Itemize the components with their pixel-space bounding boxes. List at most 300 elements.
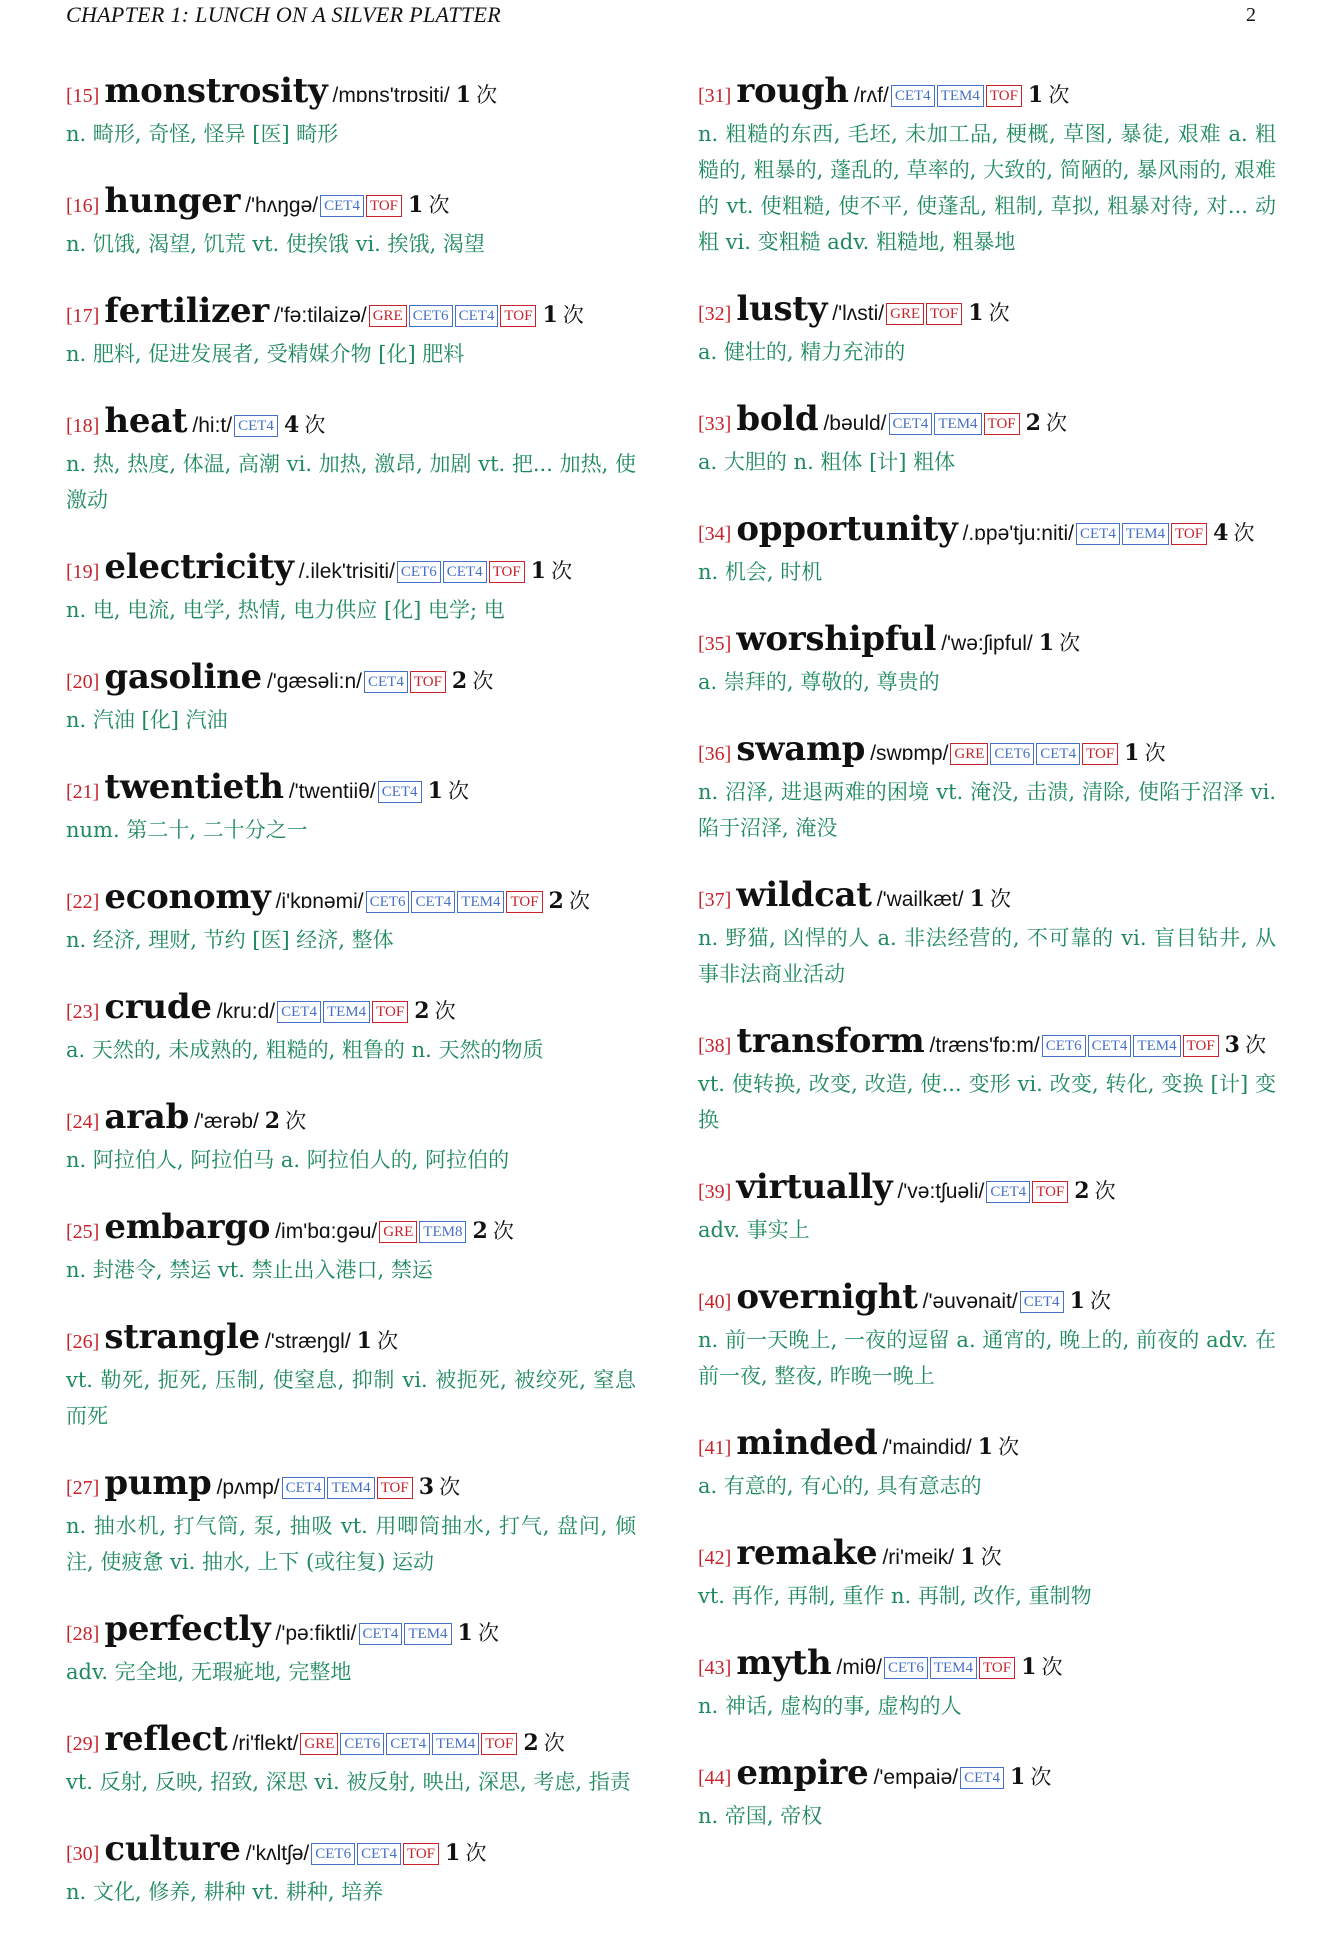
- headword: worshipful: [736, 619, 937, 659]
- definition: vt. 再作, 再制, 重作 n. 再制, 改作, 重制物: [698, 1584, 1092, 1608]
- phonetic: /'fə:tilaizə/: [274, 304, 367, 327]
- entry-number: [40]: [698, 1291, 732, 1313]
- vocab-entry: [66, 658, 636, 738]
- entry-headline: [698, 730, 1276, 774]
- chapter-title: CHAPTER 1: LUNCH ON A SILVER PLATTER: [66, 2, 501, 27]
- entry-number: [16]: [66, 195, 100, 217]
- phonetic: /kru:d/: [216, 1000, 276, 1023]
- definition: n. 肥料, 促进发展者, 受精媒介物 [化] 肥料: [66, 342, 465, 366]
- occurrence-count: 4: [283, 412, 300, 438]
- definition: a. 有意的, 有心的, 具有意志的: [698, 1474, 982, 1498]
- vocab-entry: [698, 1754, 1276, 1834]
- headword: lusty: [736, 289, 828, 329]
- count-unit: 次: [980, 1545, 1002, 1569]
- occurrence-count: 3: [418, 1474, 434, 1500]
- entry-headline: [698, 1424, 1276, 1468]
- headword: heat: [104, 401, 188, 441]
- entry-headline: [66, 878, 636, 922]
- exam-tag: TOF: [372, 1001, 408, 1023]
- exam-tag: CET6: [366, 891, 410, 913]
- occurrence-count: 2: [451, 668, 468, 694]
- entry-headline: [698, 1278, 1276, 1322]
- exam-tag: CET4: [357, 1843, 401, 1865]
- occurrence-count: 1: [1069, 1288, 1085, 1314]
- vocab-entry: [66, 1318, 636, 1434]
- vocab-entry: [66, 402, 636, 518]
- entry-number: [28]: [66, 1623, 100, 1645]
- entry-headline: [66, 1830, 636, 1874]
- headword: overnight: [736, 1277, 918, 1317]
- page-header: [66, 0, 1256, 30]
- entry-headline: [66, 1318, 636, 1362]
- headword: crude: [104, 987, 212, 1027]
- vocab-entry: [66, 1208, 636, 1288]
- count-unit: 次: [428, 193, 450, 217]
- entry-number: [41]: [698, 1437, 732, 1459]
- phonetic: /'gæsəli:n/: [266, 670, 362, 693]
- exam-tag: TOF: [366, 195, 402, 217]
- vocab-entry: [66, 548, 636, 628]
- count-unit: 次: [465, 1841, 487, 1865]
- headword: empire: [736, 1753, 869, 1793]
- entry-number: [31]: [698, 85, 732, 107]
- phonetic: /miθ/: [836, 1656, 882, 1679]
- exam-tag: CET4: [443, 561, 487, 583]
- vocab-entry: [66, 1610, 636, 1690]
- count-unit: 次: [447, 779, 469, 803]
- entry-number: [18]: [66, 415, 100, 437]
- entry-number: [29]: [66, 1733, 100, 1755]
- entry-headline: [66, 402, 636, 446]
- definition: n. 野猫, 凶悍的人 a. 非法经营的, 不可靠的 vi. 盲目钻井, 从事非法商业活动: [698, 926, 1276, 986]
- exam-tag: GRE: [950, 743, 988, 765]
- count-unit: 次: [551, 559, 573, 583]
- phonetic: /.ɒpə'tju:niti/: [962, 522, 1074, 545]
- entry-headline: [66, 1098, 636, 1142]
- entry-number: [43]: [698, 1657, 732, 1679]
- definition: n. 饥饿, 渴望, 饥荒 vt. 使挨饿 vi. 挨饿, 渴望: [66, 232, 485, 256]
- vocab-entry: [66, 878, 636, 958]
- headword: perfectly: [104, 1609, 271, 1649]
- exam-tag: TOF: [979, 1657, 1015, 1679]
- vocab-entry: [698, 730, 1276, 846]
- occurrence-count: 1: [968, 300, 984, 326]
- phonetic: /im'bɑ:gəu/: [275, 1220, 378, 1243]
- definition: n. 畸形, 奇怪, 怪异 [医] 畸形: [66, 122, 339, 146]
- exam-tag: TOF: [506, 891, 542, 913]
- right-column: [698, 72, 1276, 1864]
- count-unit: 次: [1233, 521, 1255, 545]
- entry-number: [15]: [66, 85, 100, 107]
- headword: monstrosity: [104, 71, 328, 111]
- exam-tag: CET4: [455, 305, 499, 327]
- headword: rough: [736, 71, 849, 111]
- phonetic: /'hʌŋgə/: [245, 194, 319, 217]
- entry-number: [35]: [698, 633, 732, 655]
- occurrence-count: 1: [960, 1544, 976, 1570]
- vocab-entry: [698, 1534, 1276, 1614]
- definition: n. 电, 电流, 电学, 热情, 电力供应 [化] 电学; 电: [66, 598, 505, 622]
- occurrence-count: 1: [1009, 1764, 1026, 1790]
- exam-tag: CET4: [889, 413, 933, 435]
- exam-tag: TEM4: [323, 1001, 370, 1023]
- occurrence-count: 2: [414, 998, 430, 1024]
- definition: n. 机会, 时机: [698, 560, 823, 584]
- occurrence-count: 1: [542, 302, 558, 328]
- count-unit: 次: [568, 889, 590, 913]
- vocab-entry: [698, 1424, 1276, 1504]
- phonetic: /'maindid/: [882, 1436, 972, 1459]
- phonetic: /'əuvənait/: [922, 1290, 1018, 1313]
- vocab-entry: [698, 510, 1276, 590]
- entry-headline: [698, 876, 1276, 920]
- occurrence-count: 2: [523, 1730, 539, 1756]
- entry-number: [39]: [698, 1181, 732, 1203]
- exam-tag: GRE: [369, 305, 407, 327]
- count-unit: 次: [472, 669, 494, 693]
- exam-tag: TEM4: [937, 85, 984, 107]
- definition: n. 热, 热度, 体温, 高潮 vi. 加热, 激昂, 加剧 vt. 把... 加热, 使激动: [66, 452, 636, 512]
- headword: twentieth: [104, 767, 284, 807]
- exam-tag: TOF: [403, 1843, 439, 1865]
- phonetic: /i'kɒnəmi/: [275, 890, 364, 913]
- exam-tag: TOF: [500, 305, 536, 327]
- exam-tag: TEM4: [327, 1477, 374, 1499]
- occurrence-count: 2: [472, 1218, 488, 1244]
- exam-tag: TOF: [1082, 743, 1118, 765]
- exam-tag: CET6: [1042, 1035, 1086, 1057]
- count-unit: 次: [434, 999, 456, 1023]
- exam-tag: TOF: [481, 1733, 517, 1755]
- definition: n. 封港令, 禁运 vt. 禁止出入港口, 禁运: [66, 1258, 433, 1282]
- count-unit: 次: [377, 1329, 399, 1353]
- exam-tag: TOF: [489, 561, 525, 583]
- count-unit: 次: [285, 1109, 307, 1133]
- exam-tag: CET4: [364, 671, 408, 693]
- exam-tag: CET4: [378, 781, 422, 803]
- occurrence-count: 1: [1038, 630, 1055, 656]
- exam-tag: TOF: [984, 413, 1020, 435]
- vocab-entry: [698, 1644, 1276, 1724]
- entry-headline: [66, 1208, 636, 1252]
- count-unit: 次: [1030, 1765, 1052, 1789]
- entry-headline: [66, 658, 636, 702]
- entry-headline: [66, 1610, 636, 1654]
- entry-number: [32]: [698, 303, 732, 325]
- headword: swamp: [736, 729, 866, 769]
- phonetic: /swɒmp/: [870, 742, 949, 765]
- exam-tag: TEM4: [432, 1733, 479, 1755]
- headword: electricity: [104, 547, 294, 587]
- entry-headline: [66, 72, 636, 116]
- entry-headline: [698, 290, 1276, 334]
- vocab-entry: [698, 620, 1276, 700]
- exam-tag: CET4: [1036, 743, 1080, 765]
- definition: a. 健壮的, 精力充沛的: [698, 340, 906, 364]
- exam-tag: TOF: [377, 1477, 413, 1499]
- headword: remake: [736, 1533, 878, 1573]
- count-unit: 次: [1089, 1289, 1111, 1313]
- occurrence-count: 4: [1213, 520, 1229, 546]
- vocab-entry: [66, 768, 636, 848]
- entry-number: [19]: [66, 561, 100, 583]
- left-column: [66, 72, 636, 1940]
- count-unit: 次: [988, 301, 1010, 325]
- definition: n. 沼泽, 进退两难的困境 vt. 淹没, 击溃, 清除, 使陷于沼泽 vi. 陷于沼泽, 淹没: [698, 780, 1276, 840]
- headword: wildcat: [736, 875, 872, 915]
- occurrence-count: 1: [1021, 1654, 1037, 1680]
- entry-headline: [66, 182, 636, 226]
- entry-number: [37]: [698, 889, 732, 911]
- headword: culture: [104, 1829, 241, 1869]
- occurrence-count: 2: [1025, 410, 1041, 436]
- vocab-entry: [66, 72, 636, 152]
- exam-tag: CET4: [891, 85, 935, 107]
- count-unit: 次: [543, 1731, 565, 1755]
- exam-tag: CET4: [282, 1477, 326, 1499]
- headword: reflect: [104, 1719, 228, 1759]
- count-unit: 次: [477, 1621, 499, 1645]
- count-unit: 次: [1041, 1655, 1063, 1679]
- definition: n. 汽油 [化] 汽油: [66, 708, 228, 732]
- exam-tag: TOF: [1032, 1181, 1068, 1203]
- exam-tag: CET4: [1088, 1035, 1132, 1057]
- phonetic: /'empaiə/: [873, 1766, 959, 1789]
- entry-headline: [698, 1754, 1276, 1798]
- exam-tag: GRE: [300, 1733, 338, 1755]
- phonetic: /'ærəb/: [194, 1110, 259, 1133]
- entry-headline: [66, 988, 636, 1032]
- exam-tag: TEM4: [934, 413, 981, 435]
- entry-number: [30]: [66, 1843, 100, 1865]
- entry-number: [23]: [66, 1001, 100, 1023]
- entry-headline: [66, 768, 636, 812]
- exam-tag: CET4: [1076, 523, 1120, 545]
- phonetic: /'pə:fiktli/: [275, 1622, 357, 1645]
- occurrence-count: 1: [408, 192, 424, 218]
- exam-tag: CET4: [359, 1623, 403, 1645]
- headword: pump: [104, 1463, 212, 1503]
- occurrence-count: 1: [457, 1620, 473, 1646]
- entry-number: [34]: [698, 523, 732, 545]
- definition: a. 崇拜的, 尊敬的, 尊贵的: [698, 670, 940, 694]
- exam-tag: GRE: [379, 1221, 417, 1243]
- headword: virtually: [736, 1167, 893, 1207]
- exam-tag: CET6: [884, 1657, 928, 1679]
- entry-headline: [698, 1534, 1276, 1578]
- entry-number: [33]: [698, 413, 732, 435]
- occurrence-count: 1: [977, 1434, 994, 1460]
- exam-tag: CET6: [311, 1843, 355, 1865]
- definition: a. 天然的, 未成熟的, 粗糙的, 粗鲁的 n. 天然的物质: [66, 1038, 544, 1062]
- phonetic: /'lʌsti/: [832, 302, 885, 325]
- occurrence-count: 1: [445, 1840, 461, 1866]
- entry-headline: [698, 1644, 1276, 1688]
- headword: gasoline: [104, 657, 262, 697]
- occurrence-count: 2: [1074, 1178, 1090, 1204]
- entry-number: [20]: [66, 671, 100, 693]
- occurrence-count: 1: [1124, 740, 1140, 766]
- headword: hunger: [104, 181, 241, 221]
- headword: myth: [736, 1643, 832, 1683]
- definition: n. 粗糙的东西, 毛坯, 未加工品, 梗概, 草图, 暴徒, 艰难 a. 粗糙的, 粗暴的, 蓬乱的, 草率的, 大致的, 简陋的, 暴风雨的, 艰难的 vt. 使粗糙, 使不平, 使蓬乱, 粗制, 草拟, 粗暴对待, 对... 动粗 vi. 变粗糙 adv. 粗糙地, 粗暴地: [698, 122, 1276, 254]
- entry-number: [27]: [66, 1477, 100, 1499]
- definition: num. 第二十, 二十分之一: [66, 818, 308, 842]
- vocab-entry: [698, 72, 1276, 260]
- exam-tag: TOF: [926, 303, 962, 325]
- exam-tag: TOF: [1171, 523, 1207, 545]
- definition: vt. 使转换, 改变, 改造, 使... 变形 vi. 改变, 转化, 变换 [计] 变换: [698, 1072, 1276, 1132]
- entry-number: [36]: [698, 743, 732, 765]
- phonetic: /ri'meik/: [882, 1546, 955, 1569]
- phonetic: /'wailkæt/: [876, 888, 964, 911]
- exam-tag: CET4: [1020, 1291, 1064, 1313]
- definition: n. 阿拉伯人, 阿拉伯马 a. 阿拉伯人的, 阿拉伯的: [66, 1148, 510, 1172]
- entry-number: [42]: [698, 1547, 732, 1569]
- entry-headline: [698, 620, 1276, 664]
- exam-tag: TOF: [986, 85, 1022, 107]
- definition: n. 帝国, 帝权: [698, 1804, 823, 1828]
- exam-tag: CET4: [986, 1181, 1030, 1203]
- count-unit: 次: [562, 303, 584, 327]
- vocab-entry: [698, 876, 1276, 992]
- count-unit: 次: [476, 83, 498, 107]
- occurrence-count: 3: [1224, 1032, 1240, 1058]
- definition: adv. 事实上: [698, 1218, 810, 1242]
- vocab-entry: [698, 290, 1276, 370]
- count-unit: 次: [492, 1219, 514, 1243]
- count-unit: 次: [439, 1475, 461, 1499]
- exam-tag: TEM4: [1133, 1035, 1180, 1057]
- exam-tag: CET6: [397, 561, 441, 583]
- vocab-entry: [66, 1830, 636, 1910]
- exam-tag: CET4: [320, 195, 364, 217]
- exam-tag: CET4: [411, 891, 455, 913]
- phonetic: /bəuld/: [823, 412, 887, 435]
- entry-headline: [698, 72, 1276, 116]
- definition: a. 大胆的 n. 粗体 [计] 粗体: [698, 450, 956, 474]
- entry-number: [38]: [698, 1035, 732, 1057]
- vocab-entry: [66, 1464, 636, 1580]
- vocab-entry: [66, 988, 636, 1068]
- exam-tag: TEM8: [419, 1221, 466, 1243]
- phonetic: /.ilek'trisiti/: [298, 560, 395, 583]
- entry-headline: [66, 1464, 636, 1508]
- vocab-entry: [66, 1720, 636, 1800]
- exam-tag: CET4: [386, 1733, 430, 1755]
- entry-number: [44]: [698, 1767, 732, 1789]
- vocab-entry: [698, 400, 1276, 480]
- exam-tag: TEM4: [457, 891, 504, 913]
- phonetic: /træns'fɒ:m/: [929, 1034, 1040, 1057]
- phonetic: /rʌf/: [853, 84, 889, 107]
- exam-tag: TEM4: [1122, 523, 1169, 545]
- occurrence-count: 1: [455, 82, 472, 108]
- occurrence-count: 2: [548, 888, 564, 914]
- count-unit: 次: [1046, 411, 1068, 435]
- entry-number: [25]: [66, 1221, 100, 1243]
- entry-headline: [66, 292, 636, 336]
- exam-tag: CET6: [990, 743, 1034, 765]
- phonetic: /'və:tʃuəli/: [897, 1180, 985, 1203]
- headword: bold: [736, 399, 819, 439]
- definition: vt. 勒死, 扼死, 压制, 使窒息, 抑制 vi. 被扼死, 被绞死, 窒息而死: [66, 1368, 636, 1428]
- headword: economy: [104, 877, 271, 917]
- vocab-entry: [66, 1098, 636, 1178]
- headword: fertilizer: [104, 291, 269, 331]
- entry-headline: [698, 400, 1276, 444]
- exam-tag: TEM4: [404, 1623, 451, 1645]
- occurrence-count: 1: [969, 886, 985, 912]
- entry-headline: [698, 1022, 1276, 1066]
- occurrence-count: 2: [264, 1108, 281, 1134]
- occurrence-count: 1: [427, 778, 443, 804]
- page-number: 2: [1246, 3, 1256, 26]
- definition: n. 前一天晚上, 一夜的逗留 a. 通宵的, 晚上的, 前夜的 adv. 在前一夜, 整夜, 昨晚一晚上: [698, 1328, 1276, 1388]
- headword: arab: [104, 1097, 189, 1137]
- exam-tag: GRE: [886, 303, 924, 325]
- definition: n. 神话, 虚构的事, 虚构的人: [698, 1694, 962, 1718]
- definition: vt. 反射, 反映, 招致, 深思 vi. 被反射, 映出, 深思, 考虑, 指责: [66, 1770, 631, 1794]
- count-unit: 次: [990, 887, 1012, 911]
- vocab-entry: [698, 1168, 1276, 1248]
- entry-number: [24]: [66, 1111, 100, 1133]
- occurrence-count: 1: [530, 558, 546, 584]
- headword: embargo: [104, 1207, 271, 1247]
- definition: n. 经济, 理财, 节约 [医] 经济, 整体: [66, 928, 394, 952]
- phonetic: /hi:t/: [192, 414, 233, 437]
- definition: n. 抽水机, 打气筒, 泵, 抽吸 vt. 用唧筒抽水, 打气, 盘问, 倾注, 使疲惫 vi. 抽水, 上下 (或往复) 运动: [66, 1514, 636, 1574]
- count-unit: 次: [1094, 1179, 1116, 1203]
- exam-tag: TOF: [410, 671, 446, 693]
- exam-tag: CET4: [277, 1001, 321, 1023]
- phonetic: /'kʌltʃə/: [245, 1842, 310, 1865]
- count-unit: 次: [1245, 1033, 1267, 1057]
- exam-tag: TEM4: [930, 1657, 977, 1679]
- entry-number: [17]: [66, 305, 100, 327]
- exam-tag: CET4: [960, 1767, 1004, 1789]
- vocab-entry: [698, 1022, 1276, 1138]
- count-unit: 次: [1059, 631, 1081, 655]
- vocab-entry: [66, 182, 636, 262]
- count-unit: 次: [304, 413, 326, 437]
- exam-tag: TOF: [1183, 1035, 1219, 1057]
- exam-tag: CET6: [409, 305, 453, 327]
- headword: transform: [736, 1021, 925, 1061]
- entry-number: [22]: [66, 891, 100, 913]
- entry-headline: [66, 1720, 636, 1764]
- count-unit: 次: [1144, 741, 1166, 765]
- headword: minded: [736, 1423, 878, 1463]
- entry-headline: [698, 1168, 1276, 1212]
- headword: strangle: [104, 1317, 260, 1357]
- vocab-entry: [66, 292, 636, 372]
- count-unit: 次: [998, 1435, 1020, 1459]
- phonetic: /ri'flekt/: [232, 1732, 299, 1755]
- definition: n. 文化, 修养, 耕种 vt. 耕种, 培养: [66, 1880, 384, 1904]
- vocab-entry: [698, 1278, 1276, 1394]
- count-unit: 次: [1048, 83, 1070, 107]
- headword: opportunity: [736, 509, 958, 549]
- entry-number: [21]: [66, 781, 100, 803]
- phonetic: /mɒns'trɒsiti/: [332, 84, 450, 107]
- definition: adv. 完全地, 无瑕疵地, 完整地: [66, 1660, 352, 1684]
- exam-tag: CET4: [234, 415, 278, 437]
- entry-headline: [66, 548, 636, 592]
- occurrence-count: 1: [356, 1328, 372, 1354]
- exam-tag: CET6: [340, 1733, 384, 1755]
- occurrence-count: 1: [1027, 82, 1044, 108]
